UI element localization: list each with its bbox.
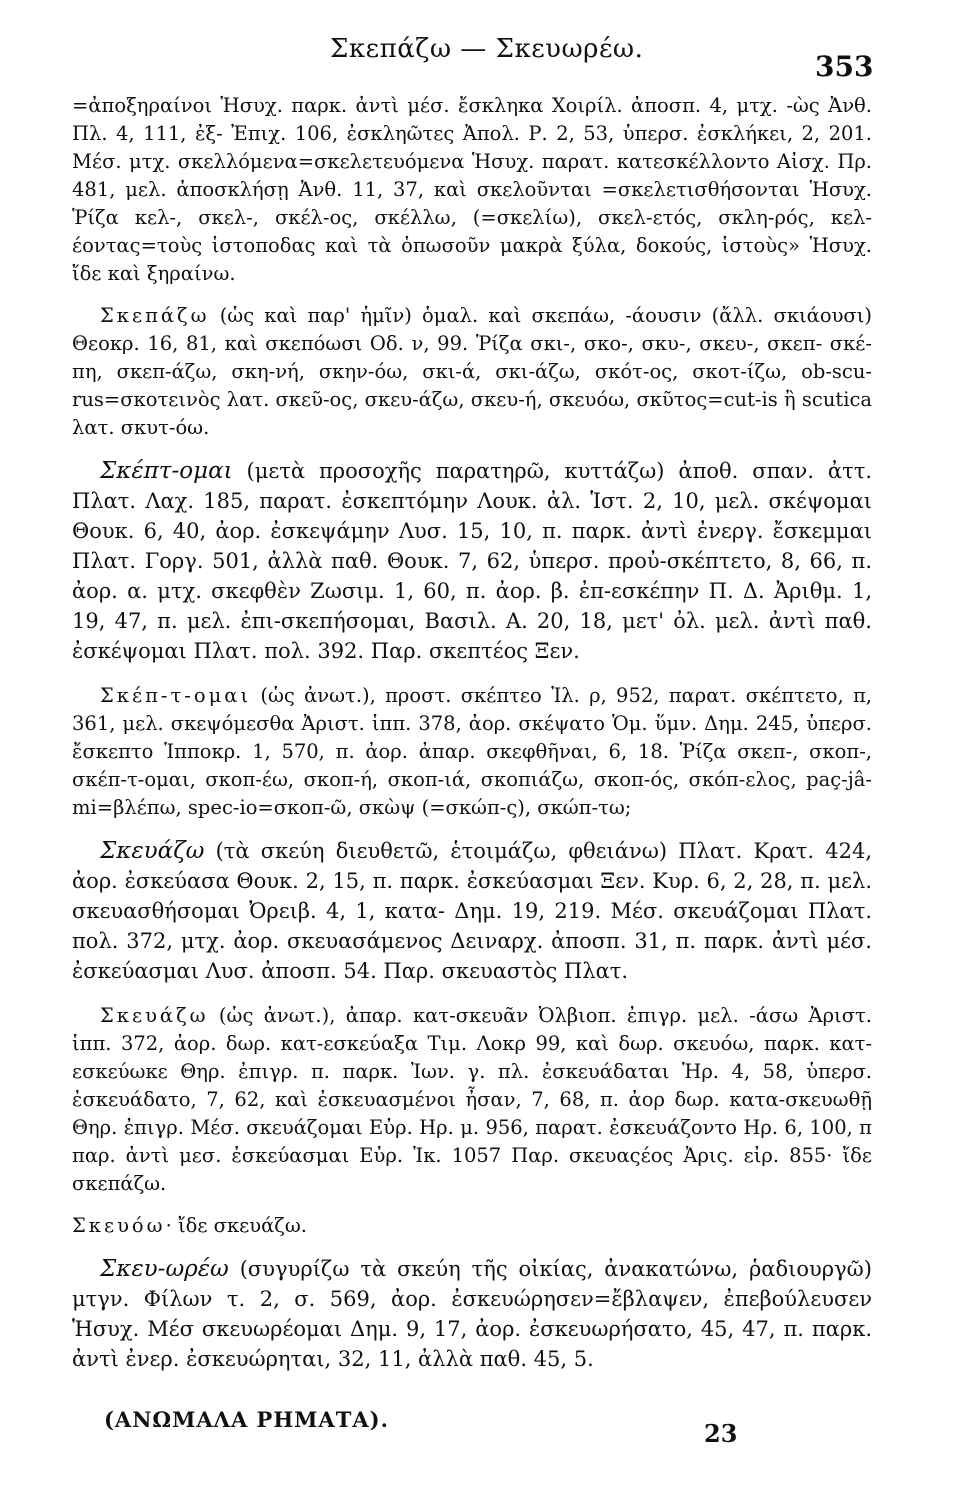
dictionary-body (72, 92, 872, 1390)
entry-skeuazo (72, 836, 872, 986)
entry-lemma: Σκέπτ-ομαι (100, 458, 233, 484)
entry-text: =ἀποξηραίνοι Ἡσυχ. παρκ. ἀντὶ μέσ. ἔσκληκα Χοιρίλ. ἀποσπ. 4, μτχ. -ὼς Ἀνθ. Πλ. 4, 111, ἐξ- Ἐπιχ. 106, ἐσκληῶτες Ἀπολ. Ρ. 2, 53, ὑπερσ. ἐσκλήκει, 2, 201. Μέσ. μτχ. σκελλόμενα=σκελετευόμενα Ἡσυχ. παρατ. κατεσκέλλοντο Αἰσχ. Πρ. 481, μελ. ἀποσκλήσῃ Ἀνθ. 11, 37, καὶ σκελοῦνται =σκελετισθήσονται Ἡσυχ. Ῥίζα κελ-, σκελ-, σκέλ-ος, σκέλλω, (=σκελίω), σκελ-ετός, σκλη-ρός, κελ-έοντας=τοὺς ἱστοποδας καὶ τὰ ὁπωσοῦν μακρὰ ξύλα, δοκούς, ἱστοὺς» Ἡσυχ. ἴδε καὶ ξηραίνω. (72, 94, 872, 285)
entry-lemma: Σκεπάζω (100, 304, 210, 327)
entry-text: (ὡς ἀνωτ.), ἀπαρ. κατ-σκευᾶν Ὀλβιοπ. ἐπιγρ. μελ. -άσω Ἀριστ. ἱππ. 372, ἀορ. δωρ. κατ-εσκεύαξα Τιμ. Λοκρ 99, καὶ δωρ. σκευόω, παρκ. κατ-εσκεύωκε Θηρ. ἐπιγρ. π. παρκ. Ἰων. γ. πλ. ἐσκευάδαται Ἡρ. 4, 58, ὑπερσ. ἐσκευάδατο, 7, 62, καὶ ἐσκευασμένοι ἦσαν, 7, 68, π. ἀορ δωρ. κατα-σκευωθῇ Θηρ. ἐπιγρ. Μέσ. σκευάζομαι Εὐρ. Ηρ. μ. 956, παρατ. ἐσκευάζοντο Ηρ. 6, 100, π παρ. ἀντὶ μεσ. ἐσκεύασμαι Εὐρ. Ἰκ. 1057 Παρ. σκευαςέος Ἀρις. εἰρ. 855· ἴδε σκεπάζω. (72, 1004, 872, 1195)
signature-mark: 23 (704, 1419, 738, 1448)
page-footer (100, 1405, 880, 1465)
footer-note: (ΑΝΩΜΑΛΑ ΡΗΜΑΤΑ). (104, 1407, 389, 1432)
entry-skeuazo-dialect (72, 1002, 872, 1198)
entry-lemma: Σκευάζω (100, 838, 205, 864)
running-title: Σκεπάζω — Σκευωρέω. (330, 34, 644, 64)
entry-text: (ὡς ἀνωτ.), προστ. σκέπτεο Ἰλ. ρ, 952, παρατ. σκέπτετο, π, 361, μελ. σκεψόμεσθα Ἀριστ. ἱππ. 378, ἀορ. σκέψατο Ὁμ. ὕμν. Δημ. 245, ὑπερσ. ἔσκεπτο Ἱπποκρ. 1, 570, π. ἀορ. ἀπαρ. σκεφθῆναι, 6, 18. Ῥίζα σκεπ-, σκοπ-, σκέπ-τ-ομαι, σκοπ-έω, σκοπ-ή, σκοπ-ιά, σκοπιάζω, σκοπ-ός, σκόπ-ελος, paç-jâ-mi=βλέπω, spec-io=σκοπ-ῶ, σκὼψ (=σκώπ-ς), σκώπ-τω; (72, 684, 872, 819)
entry-skep-t-omai (72, 682, 872, 822)
entry-skeuoo (72, 1212, 872, 1240)
entry-lemma: Σκευάζω (100, 1004, 209, 1027)
entry-text: · ἴδε σκευάζω. (165, 1214, 307, 1237)
entry-text: (μετὰ προσοχῆς παρατηρῶ, κυττάζω) ἀποθ. σπαν. ἀττ. Πλατ. Λαχ. 185, παρατ. ἐσκεπτόμην Λουκ. ἀλ. Ἱστ. 2, 10, μελ. σκέψομαι Θουκ. 6, 40, ἀορ. ἐσκεψάμην Λυσ. 15, 10, π. παρκ. ἀντὶ ἐνεργ. ἔσκεμμαι Πλατ. Γοργ. 501, ἀλλὰ παθ. Θουκ. 7, 62, ὑπερσ. προὐ-σκέπτετο, 8, 66, π. ἀορ. α. μτχ. σκεφθὲν Ζωσιμ. 1, 60, π. ἀορ. β. ἐπ-εσκέπην Π. Δ. Ἀριθμ. 1, 19, 47, π. μελ. ἐπι-σκεπήσομαι, Βασιλ. Α. 20, 18, μετ' ὀλ. μελ. ἀντὶ παθ. ἐσκέψομαι Πλατ. πολ. 392. Παρ. σκεπτέος Ξεν. (72, 459, 872, 663)
entry-skeptomai (72, 456, 872, 666)
page-header (0, 22, 956, 82)
entry-text: (συγυρίζω τὰ σκεύη τῆς οἰκίας, ἀνακατώνω, ῥαδιουργῶ) μτγν. Φίλων τ. 2, σ. 569, ἀορ. ἐσκευώρησεν=ἔβλαψεν, ἐπεβούλευσεν Ἡσυχ. Μέσ σκευωρέομαι Δημ. 9, 17, ἀορ. ἐσκευωρήσατο, 45, 47, π. παρκ. ἀντὶ ἐνερ. ἐσκευώρηται, 32, 11, ἀλλὰ παθ. 45, 5. (72, 1257, 872, 1371)
entry-skepazo (72, 302, 872, 442)
entry-text: (τὰ σκεύη διευθετῶ, ἑτοιμάζω, φθειάνω) Πλατ. Κρατ. 424, ἀορ. ἐσκεύασα Θουκ. 2, 15, π. παρκ. ἐσκεύασμαι Ξεν. Κυρ. 6, 2, 28, π. μελ. σκευασθήσομαι Ὀρειβ. 4, 1, κατα- Δημ. 19, 219. Μέσ. σκευάζομαι Πλατ. πολ. 372, μτχ. ἀορ. σκευασάμενος Δειναρχ. ἀποσπ. 31, π. παρκ. ἀντὶ μέσ. ἐσκεύασμαι Λυσ. ἀποσπ. 54. Παρ. σκευαστὸς Πλατ. (72, 839, 872, 983)
entry-lemma: Σκέπ-τ-ομαι (100, 684, 252, 707)
entry-lemma: Σκευόω (72, 1214, 166, 1237)
entry-skeuoreo (72, 1254, 872, 1374)
entry-continuation (72, 92, 872, 288)
entry-lemma: Σκευ-ωρέω (100, 1256, 229, 1282)
entry-text: (ὡς καὶ παρ' ἡμῖν) ὁμαλ. καὶ σκεπάω, -άουσιν (ἄλλ. σκιάουσι) Θεοκρ. 16, 81, καὶ σκεπόωσι Οδ. ν, 99. Ῥίζα σκι-, σκο-, σκυ-, σκευ-, σκεπ- σκέ-πη, σκεπ-άζω, σκη-νή, σκην-όω, σκι-ά, σκι-άζω, σκότ-ος, σκοτ-ίζω, ob-scu-rus=σκοτεινὸς λατ. σκεῦ-ος, σκευ-άζω, σκευ-ή, σκευόω, σκῦτος=cut-is ἢ scutica λατ. σκυτ-όω. (72, 304, 872, 439)
page-number: 353 (815, 50, 874, 83)
